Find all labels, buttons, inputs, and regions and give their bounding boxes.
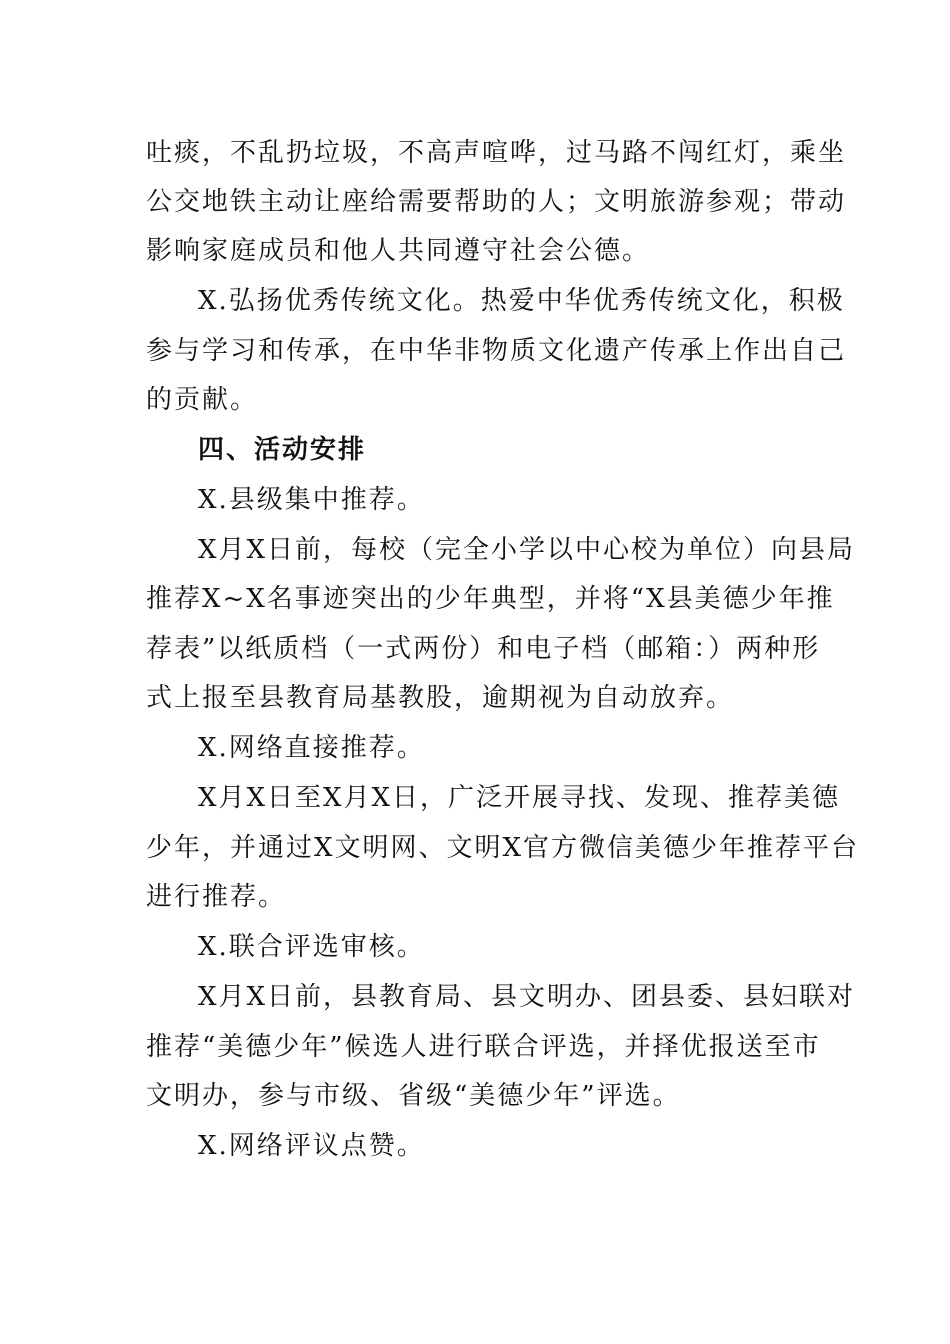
subsection-heading: X.联合评选审核。 — [198, 932, 425, 962]
body-text-line: 的贡献。 — [146, 385, 259, 415]
body-text-line: 进行推荐。 — [146, 882, 287, 912]
body-text-line: X月X日前，县教育局、县文明办、团县委、县妇联对 — [198, 982, 856, 1012]
body-text-line: 推荐X~X名事迹突出的少年典型，并将“X县美德少年推 — [146, 584, 835, 614]
body-text-line: X月X日至X月X日，广泛开展寻找、发现、推荐美德 — [198, 783, 841, 813]
subsection-heading: X.县级集中推荐。 — [198, 485, 425, 515]
body-text-line: 参与学习和传承，在中华非物质文化遗产传承上作出自己 — [146, 336, 847, 366]
body-text-line: 影响家庭成员和他人共同遵守社会公德。 — [146, 236, 651, 266]
subsection-heading: X.网络直接推荐。 — [198, 733, 425, 763]
body-text-line: 公交地铁主动让座给需要帮助的人；文明旅游参观；带动 — [146, 187, 847, 217]
section-heading: 四、活动安排 — [198, 435, 367, 465]
body-text-line: 少年，并通过X文明网、文明X官方微信美德少年推荐平台 — [146, 833, 860, 863]
body-text-line: X.弘扬优秀传统文化。热爱中华优秀传统文化，积极 — [198, 286, 845, 316]
body-text-line: X月X日前，每校（完全小学以中心校为单位）向县局 — [198, 535, 856, 565]
body-text-line: 荐表”以纸质档（一式两份）和电子档（邮箱：）两种形 — [146, 634, 821, 664]
body-text-line: 文明办，参与市级、省级“美德少年”评选。 — [146, 1081, 681, 1111]
body-text-line: 推荐“美德少年”候选人进行联合评选，并择优报送至市 — [146, 1032, 821, 1062]
body-text-line: 吐痰，不乱扔垃圾，不高声喧哗，过马路不闯红灯，乘坐 — [146, 138, 847, 168]
subsection-heading: X.网络评议点赞。 — [198, 1131, 425, 1161]
body-text-line: 式上报至县教育局基教股，逾期视为自动放弃。 — [146, 683, 735, 713]
